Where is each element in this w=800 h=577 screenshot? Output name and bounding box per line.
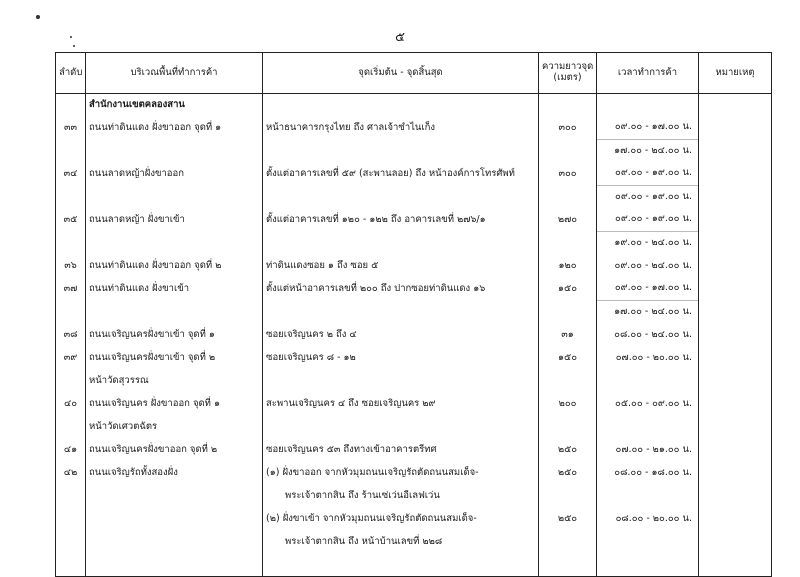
- table-row: [56, 278, 772, 301]
- row-time: [597, 554, 699, 577]
- row-time: ๐๘.๐๐ - ๑๘.๐๐ น.: [597, 462, 699, 485]
- row-area: ถนนท่าดินแดง ฝั่งขาออก จุดที่ ๒: [86, 255, 263, 278]
- row-no: ๔๑: [56, 439, 86, 462]
- row-area: ถนนเจริญนครฝั่งขาเข้า จุดที่ ๒: [86, 347, 263, 370]
- row-segment: (๒) ฝั่งขาเข้า จากหัวมุมถนนเจริญรัถตัดถนนสมเด็จ-: [263, 508, 539, 531]
- row-remark: [699, 209, 772, 232]
- table-row: [56, 416, 772, 439]
- row-no: [56, 370, 86, 393]
- row-length: [539, 370, 597, 393]
- row-segment: [263, 370, 539, 393]
- row-segment: [263, 554, 539, 577]
- row-area: ถนนลาดหญ้า ฝั่งขาเข้า: [86, 209, 263, 232]
- row-remark: [699, 462, 772, 485]
- table-row: [56, 94, 772, 117]
- row-segment: พระเจ้าตากสิน ถึง หน้าบ้านเลขที่ ๒๒๘: [263, 531, 539, 554]
- row-area: ถนนลาดหญ้าฝั่งขาออก: [86, 163, 263, 186]
- row-segment: [263, 94, 539, 117]
- table-header-row: [56, 53, 772, 94]
- row-remark: [699, 531, 772, 554]
- row-remark: [699, 117, 772, 140]
- row-time: ๑๙.๐๐ - ๒๔.๐๐ น.: [597, 232, 699, 255]
- row-area: ถนนท่าดินแดง ฝั่งขาออก จุดที่ ๑: [86, 117, 263, 140]
- row-no: ๓๙: [56, 347, 86, 370]
- row-segment: [263, 186, 539, 209]
- vending-location-table: [55, 52, 772, 577]
- row-segment: ตั้งแต่อาคารเลขที่ ๑๒๐ - ๑๒๒ ถึง อาคารเลขที่ ๒๗๖/๑: [263, 209, 539, 232]
- header-no: ลำดับ: [56, 53, 86, 94]
- header-area: บริเวณพื้นที่ทำการค้า: [86, 53, 263, 94]
- row-length: ๓๑: [539, 324, 597, 347]
- row-time: ๑๗.๐๐ - ๒๔.๐๐ น.: [597, 140, 699, 163]
- row-no: ๔๒: [56, 462, 86, 485]
- row-length: ๒๕๐: [539, 462, 597, 485]
- row-length: [539, 94, 597, 117]
- row-time: ๐๗.๐๐ - ๒๑.๐๐ น.: [597, 439, 699, 462]
- row-time: ๐๙.๐๐ - ๑๙.๐๐ น.: [597, 163, 699, 186]
- row-remark: [699, 278, 772, 301]
- table-row: [56, 508, 772, 531]
- table-row: [56, 186, 772, 209]
- row-area: [86, 186, 263, 209]
- row-area: ถนนเจริญนครฝั่งขาออก จุดที่ ๒: [86, 439, 263, 462]
- row-segment: ท่าดินแดงซอย ๑ ถึง ซอย ๕: [263, 255, 539, 278]
- table-row: [56, 232, 772, 255]
- row-segment: ซอยเจริญนคร ๕๓ ถึงทางเข้าอาคารตรีทศ: [263, 439, 539, 462]
- header-length: [539, 53, 597, 94]
- row-length: ๒๕๐: [539, 508, 597, 531]
- header-time: เวลาทำการค้า: [597, 53, 699, 94]
- row-time: ๑๗.๐๐ - ๒๔.๐๐ น.: [597, 301, 699, 324]
- row-no: [56, 554, 86, 577]
- row-segment: หน้าธนาคารกรุงไทย ถึง ศาลเจ้าซำไนเก็ง: [263, 117, 539, 140]
- row-length: ๒๗๐: [539, 209, 597, 232]
- row-length: [539, 232, 597, 255]
- row-remark: [699, 485, 772, 508]
- row-remark: [699, 255, 772, 278]
- row-time: ๐๘.๐๐ - ๒๐.๐๐ น.: [597, 508, 699, 531]
- row-remark: [699, 232, 772, 255]
- row-segment: [263, 301, 539, 324]
- table-row: [56, 117, 772, 140]
- row-no: [56, 140, 86, 163]
- row-no: [56, 485, 86, 508]
- row-area: [86, 301, 263, 324]
- table-row: [56, 301, 772, 324]
- row-time: ๐๙.๐๐ - ๑๙.๐๐ น.: [597, 186, 699, 209]
- row-area: ถนนเจริญรัถทั้งสองฝั่ง: [86, 462, 263, 485]
- row-area: ถนนท่าดินแดง ฝั่งขาเข้า: [86, 278, 263, 301]
- row-area: [86, 531, 263, 554]
- row-time: [597, 416, 699, 439]
- row-segment: [263, 140, 539, 163]
- row-time: ๐๙.๐๐ - ๑๙.๐๐ น.: [597, 209, 699, 232]
- row-no: ๓๖: [56, 255, 86, 278]
- row-remark: [699, 324, 772, 347]
- row-length: [539, 554, 597, 577]
- scan-speck: [70, 36, 72, 38]
- row-segment: [263, 416, 539, 439]
- row-no: [56, 186, 86, 209]
- row-length: [539, 140, 597, 163]
- row-length: [539, 416, 597, 439]
- table-row: [56, 255, 772, 278]
- row-time: ๐๙.๐๐ - ๒๔.๐๐ น.: [597, 255, 699, 278]
- row-area: [86, 232, 263, 255]
- row-area: หน้าวัดสุวรรณ: [86, 370, 263, 393]
- row-area: หน้าวัดเศวตฉัตร: [86, 416, 263, 439]
- row-no: [56, 94, 86, 117]
- row-length: ๒๐๐: [539, 393, 597, 416]
- row-remark: [699, 439, 772, 462]
- row-segment: พระเจ้าตากสิน ถึง ร้านเซ่เว่นอีเลฟเว่น: [263, 485, 539, 508]
- row-length: ๓๐๐: [539, 163, 597, 186]
- row-area: [86, 140, 263, 163]
- table-row: [56, 324, 772, 347]
- table-row: [56, 370, 772, 393]
- row-segment: ตั้งแต่หน้าอาคารเลขที่ ๒๐๐ ถึง ปากซอยท่าดินแดง ๑๖: [263, 278, 539, 301]
- row-area: ถนนเจริญนคร ฝั่งขาออก จุดที่ ๑: [86, 393, 263, 416]
- table-row: [56, 393, 772, 416]
- header-remark: หมายเหตุ: [699, 53, 772, 94]
- row-time: ๐๙.๐๐ - ๑๗.๐๐ น.: [597, 278, 699, 301]
- table-row: [56, 439, 772, 462]
- row-area: สำนักงานเขตคลองสาน: [86, 94, 263, 117]
- row-no: ๓๘: [56, 324, 86, 347]
- row-no: [56, 531, 86, 554]
- row-remark: [699, 301, 772, 324]
- row-area: [86, 485, 263, 508]
- row-time: [597, 485, 699, 508]
- row-length: [539, 531, 597, 554]
- row-remark: [699, 393, 772, 416]
- table-row: [56, 163, 772, 186]
- row-time: [597, 531, 699, 554]
- header-length-line1: ความยาวจุด: [542, 61, 594, 73]
- table-row: [56, 140, 772, 163]
- row-no: ๓๗: [56, 278, 86, 301]
- table-row: [56, 531, 772, 554]
- row-no: [56, 416, 86, 439]
- header-length-line2: (เมตร): [553, 72, 582, 83]
- row-remark: [699, 554, 772, 577]
- page-number: ๕: [395, 30, 405, 45]
- row-area: [86, 508, 263, 531]
- scan-speck: [36, 15, 40, 19]
- row-no: [56, 508, 86, 531]
- row-remark: [699, 140, 772, 163]
- row-no: ๓๕: [56, 209, 86, 232]
- row-no: [56, 232, 86, 255]
- row-length: [539, 485, 597, 508]
- row-remark: [699, 416, 772, 439]
- row-remark: [699, 94, 772, 117]
- row-length: [539, 301, 597, 324]
- row-length: ๓๐๐: [539, 117, 597, 140]
- row-segment: ซอยเจริญนคร ๘ - ๑๒: [263, 347, 539, 370]
- row-time: [597, 370, 699, 393]
- row-remark: [699, 508, 772, 531]
- scan-speck: [73, 45, 75, 47]
- row-remark: [699, 347, 772, 370]
- row-segment: [263, 232, 539, 255]
- row-no: ๔๐: [56, 393, 86, 416]
- row-time: ๐๕.๐๐ - ๐๙.๐๐ น.: [597, 393, 699, 416]
- table-row: [56, 347, 772, 370]
- row-length: ๑๕๐: [539, 347, 597, 370]
- table-row: [56, 209, 772, 232]
- row-remark: [699, 186, 772, 209]
- row-area: ถนนเจริญนครฝั่งขาเข้า จุดที่ ๑: [86, 324, 263, 347]
- row-time: ๐๗.๐๐ - ๒๐.๐๐ น.: [597, 347, 699, 370]
- row-no: ๓๔: [56, 163, 86, 186]
- row-segment: (๑) ฝั่งขาออก จากหัวมุมถนนเจริญรัถตัดถนนสมเด็จ-: [263, 462, 539, 485]
- table-row: [56, 554, 772, 577]
- row-segment: ซอยเจริญนคร ๒ ถึง ๔: [263, 324, 539, 347]
- row-length: ๒๕๐: [539, 439, 597, 462]
- row-length: ๑๕๐: [539, 278, 597, 301]
- row-no: ๓๓: [56, 117, 86, 140]
- table-row: [56, 485, 772, 508]
- row-length: ๑๒๐: [539, 255, 597, 278]
- row-remark: [699, 370, 772, 393]
- row-time: ๐๘.๐๐ - ๒๔.๐๐ น.: [597, 324, 699, 347]
- row-remark: [699, 163, 772, 186]
- row-time: [597, 94, 699, 117]
- row-length: [539, 186, 597, 209]
- row-segment: ตั้งแต่อาคารเลขที่ ๕๙ (สะพานลอย) ถึง หน้าองค์การโทรศัพท์: [263, 163, 539, 186]
- row-segment: สะพานเจริญนคร ๔ ถึง ซอยเจริญนคร ๒๙: [263, 393, 539, 416]
- row-no: [56, 301, 86, 324]
- table-row: [56, 462, 772, 485]
- header-segment: จุดเริ่มต้น - จุดสิ้นสุด: [263, 53, 539, 94]
- row-time: ๐๙.๐๐ - ๑๗.๐๐ น.: [597, 117, 699, 140]
- row-area: [86, 554, 263, 577]
